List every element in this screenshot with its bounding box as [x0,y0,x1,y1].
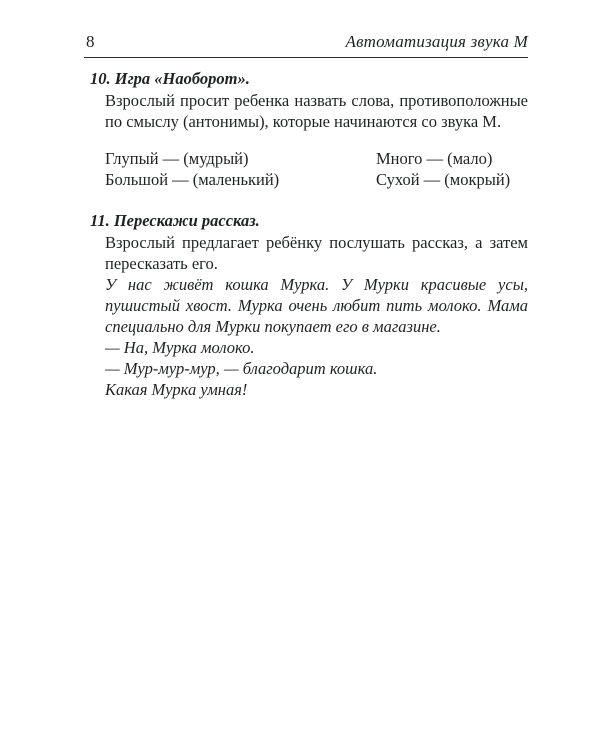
story-paragraph: У нас живёт кошка Мурка. У Мурки красивые усы, пушистый хвост. Мурка очень любит пить молоко. Мама специально для Мурки покупает его в магазине. [105,275,528,336]
page-number: 8 [86,32,95,51]
story-text [105,274,528,400]
antonym-pair: Много — (мало) [376,149,493,168]
section-10-heading: 10. Игра «Наоборот». [90,69,250,88]
section-11-instruction: Взрослый предлагает ребёнку послушать рассказ, а затем пересказать его. [105,233,528,273]
page-header [84,31,528,53]
antonym-pair: Сухой — (мокрый) [376,170,511,189]
running-title: Автоматизация звука М [345,32,528,51]
story-dialogue-line: — Мур-мур-мур, — благодарит кошка. [105,359,378,378]
section-10-instruction: Взрослый просит ребенка назвать слова, противоположные по смыслу (антонимы), которые начинаются со звука М. [105,91,528,131]
antonym-pair: Большой — (маленький) [105,170,280,189]
antonym-pair: Глупый — (мудрый) [105,149,249,168]
header-divider [84,57,528,58]
story-closing-line: Какая Мурка умная! [105,380,248,399]
story-dialogue-line: — На, Мурка молоко. [105,338,255,357]
section-11-heading: 11. Перескажи рассказ. [90,211,260,230]
